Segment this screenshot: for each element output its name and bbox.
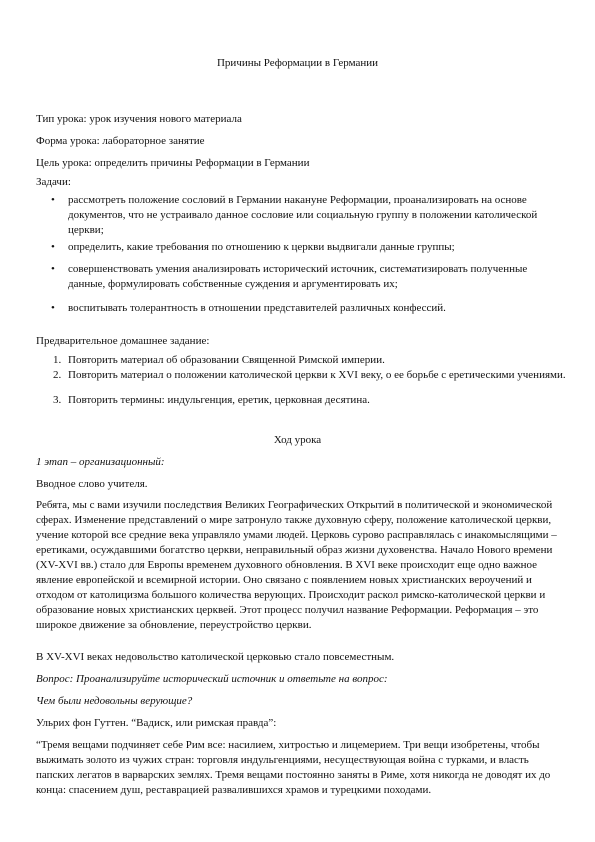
homework-text: Повторить термины: индульгенция, еретик, церковная десятина. <box>68 394 370 406</box>
list-item <box>36 368 566 383</box>
lesson-goal: Цель урока: определить причины Реформации в Германии <box>36 157 310 169</box>
list-item <box>36 262 566 292</box>
task-text: совершенствовать умения анализировать исторический источник, систематизировать полученные данные, формулировать собственные суждения и аргументировать их; <box>68 263 528 290</box>
discontent-line: В XV-XVI веках недовольство католической церковью стало повсеместным. <box>36 651 395 663</box>
task-text: определить, какие требования по отношению к церкви выдвигали данные группы; <box>68 241 455 253</box>
task-text: воспитывать толерантность в отношении представителей различных конфессий. <box>68 302 446 314</box>
source-title: Ульрих фон Гуттен. “Вадиск, или римская правда”: <box>36 717 277 729</box>
intro-paragraph: Ребята, мы с вами изучили последствия Великих Географических Открытий в политической и экономической сферах. Изменение представлений о мире затронуло также духовную сферу, положение католической церкви, учение которой все средние века управляло умами людей. Церковь сурово расправлялась с инакомыслящими – еретиками, осуждавшими богатство церкви, неправильный образ жизни духовенства. Начало Нового времени (XV-XVI вв.) стало для Европы временем духовного обновления. В XVI веке происходит еще одно важное явление европейской и всемирной истории. Оно связано с появлением новых христианских вероучений и отходом от католицизма большого количества верующих. Происходит раскол римско-католической церкви и образование новых христианских церквей. Этот процесс получил название Реформации. Реформация – это широкое движение за обновление, переустройство церкви. <box>36 499 557 631</box>
task-text: рассмотреть положение сословий в Германии накануне Реформации, проанализировать на основе документов, что не устраивало данное сословие или социальную группу в положении католической церкви; <box>68 194 538 236</box>
list-number: 3. <box>53 394 62 406</box>
lesson-type: Тип урока: урок изучения нового материала <box>36 113 242 125</box>
list-item <box>36 393 566 408</box>
homework-heading: Предварительное домашнее задание: <box>36 335 210 347</box>
homework-text: Повторить материал об образовании Священной Римской империи. <box>68 354 385 366</box>
list-item <box>36 353 566 368</box>
list-number: 1. <box>53 354 62 366</box>
question-line: Вопрос: Проанализируйте исторический источник и ответьте на вопрос: <box>36 673 388 685</box>
stage-heading: 1 этап – организационный: <box>36 456 165 468</box>
course-heading: Ход урока <box>273 434 322 446</box>
tasks-list <box>36 193 566 316</box>
document-title: Причины Реформации в Германии <box>216 57 378 69</box>
tasks-heading: Задачи: <box>36 176 71 188</box>
list-item <box>36 193 566 238</box>
bullet-icon: • <box>51 194 55 206</box>
list-number: 2. <box>53 369 62 381</box>
intro-word: Вводное слово учителя. <box>36 478 148 490</box>
bullet-icon: • <box>51 263 55 275</box>
bullet-icon: • <box>51 302 55 314</box>
lesson-form: Форма урока: лабораторное занятие <box>36 135 205 147</box>
list-item <box>36 301 566 316</box>
question-text: Чем были недовольны верующие? <box>36 695 193 707</box>
homework-list <box>36 353 566 408</box>
homework-text: Повторить материал о положении католической церкви к XVI веку, о ее борьбе с еретическими учениями. <box>68 369 566 381</box>
list-item <box>36 240 566 255</box>
source-quote: “Тремя вещами подчиняет себе Рим все: насилием, хитростью и лицемерием. Три вещи изобретены, чтобы выжимать золото из чужих стран: торговля индульгенциями, несуществующая война с турками, и власть папских легатов в варварских землях. Тремя вещами постоянно заняты в Риме, хотя никогда не доводят их до конца: спасением душ, реставрацией развалившихся храмов и турецкими походами. <box>36 739 551 796</box>
bullet-icon: • <box>51 241 55 253</box>
